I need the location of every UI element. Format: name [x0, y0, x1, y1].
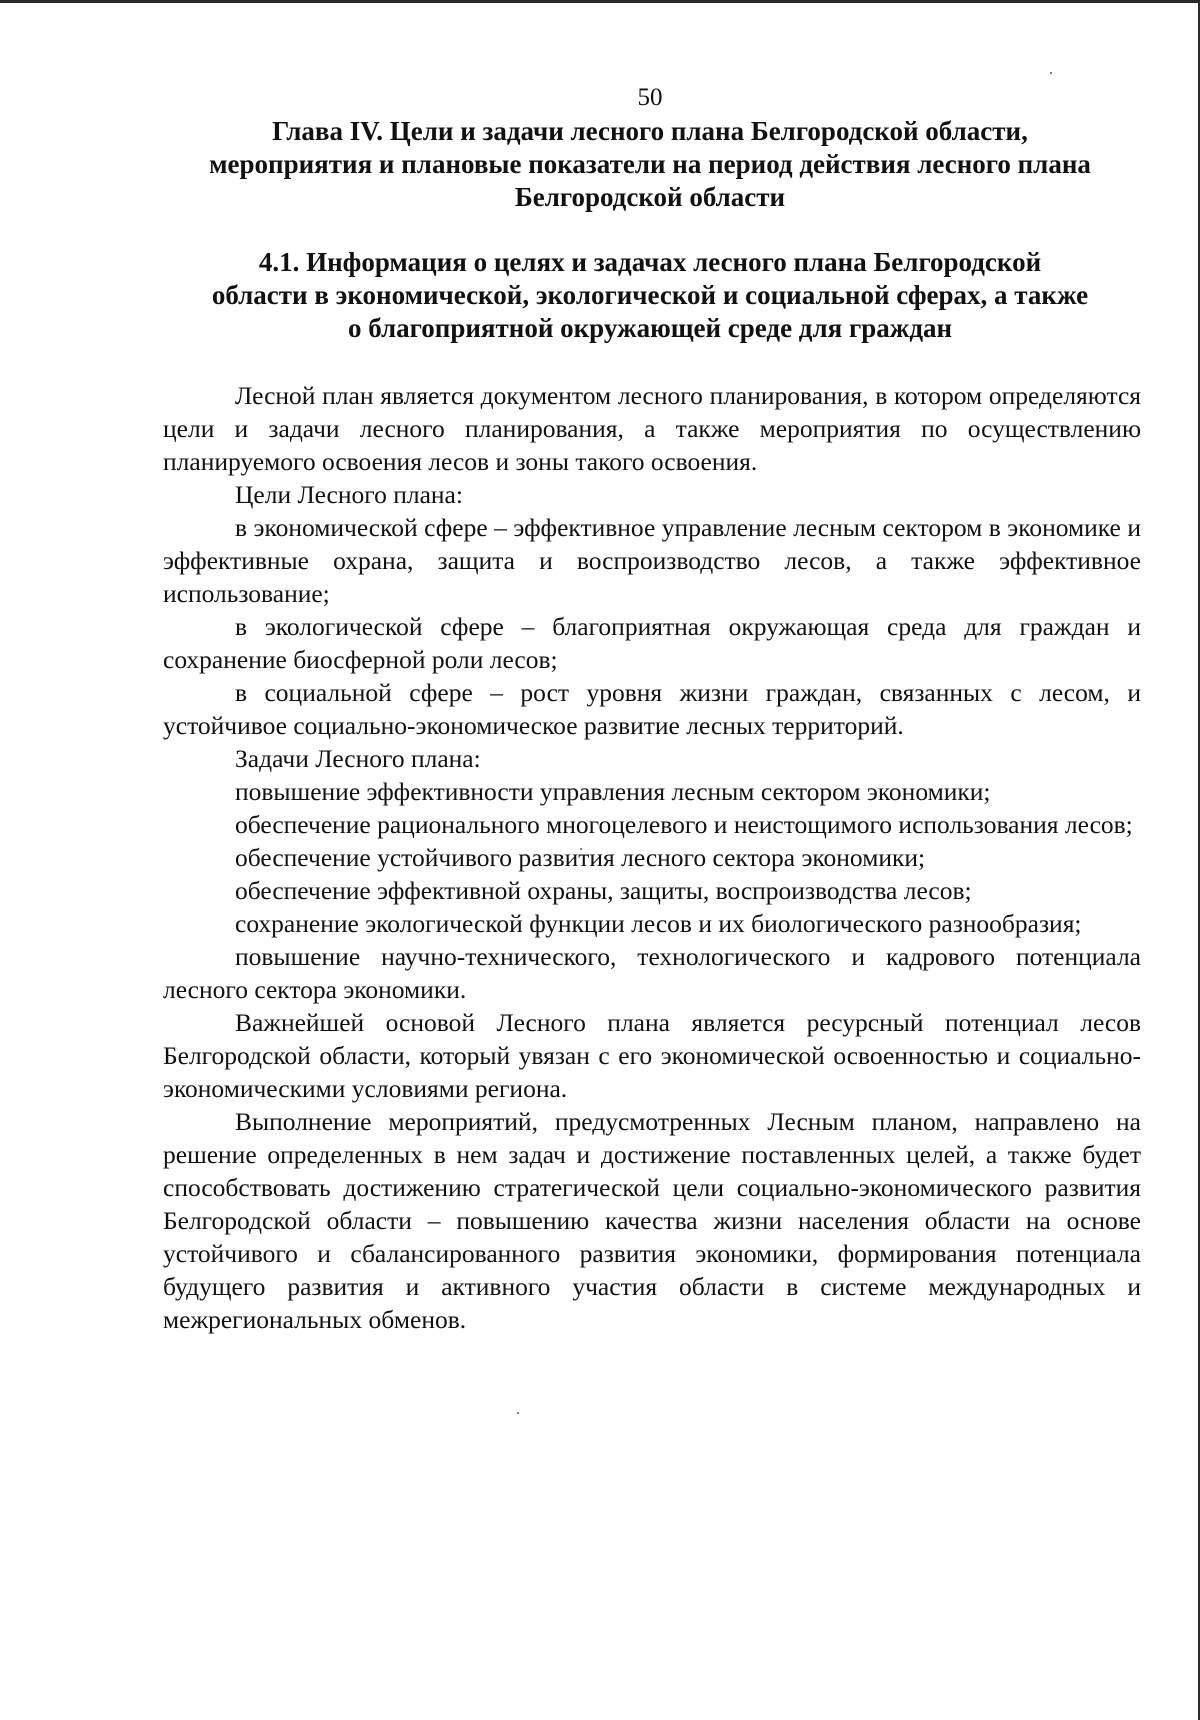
paragraph-intro: Лесной план является документом лесного планирования, в котором определяются цели и задачи лесного планирования, а также мероприятия по осуществлению планируемого освоения лесов и зоны такого освоения. — [163, 381, 1141, 476]
paragraph-tasks-heading: Задачи Лесного плана: — [235, 744, 481, 773]
paragraph-task-item: повышение эффективности управления лесным сектором экономики; — [235, 777, 991, 806]
paragraph-goal-social: в социальной сфере – рост уровня жизни граждан, связанных с лесом, и устойчивое социально-экономическое развитие лесных территорий. — [163, 678, 1141, 740]
paragraph-goal-ecological: в экологической сфере – благоприятная окружающая среда для граждан и сохранение биосферной роли лесов; — [163, 612, 1141, 674]
paragraph-task-item: обеспечение рационального многоцелевого и неистощимого использования лесов; — [235, 810, 1133, 839]
scan-border-top — [0, 0, 1200, 3]
paragraph-task-item: повышение научно-технического, технологического и кадрового потенциала лесного сектора экономики. — [163, 942, 1141, 1004]
section-title-line: 4.1. Информация о целях и задачах лесного плана Белгородской — [258, 247, 1042, 277]
section-title-line: области в экономической, экологической и социальной сферах, а также — [211, 280, 1089, 310]
paragraph-task-item: сохранение экологической функции лесов и их биологического разнообразия; — [235, 909, 1082, 938]
scan-speck — [1050, 72, 1052, 74]
chapter-title — [180, 115, 1120, 214]
chapter-title-line: Глава IV. Цели и задачи лесного плана Белгородской области, — [272, 116, 1028, 146]
section-title-line: о благоприятной окружающей среде для граждан — [347, 313, 953, 343]
scan-speck — [517, 1412, 519, 1414]
page-number: 50 — [637, 84, 663, 111]
paragraph-task-item: обеспечение эффективной охраны, защиты, воспроизводства лесов; — [235, 876, 972, 905]
paragraph-goals-heading: Цели Лесного плана: — [235, 480, 463, 509]
section-title — [180, 246, 1120, 345]
paragraph-implementation: Выполнение мероприятий, предусмотренных Лесным планом, направлено на решение определенных в нем задач и достижение поставленных целей, а также будет способствовать достижению стратегической цели социально-экономического развития Белгородской области – повышению качества жизни населения области на основе устойчивого и сбалансированного развития экономики, формирования потенциала будущего развития и активного участия области в системе международных и межрегиональных обменов. — [163, 1107, 1141, 1334]
paragraph-goal-economic: в экономической сфере – эффективное управление лесным сектором в экономике и эффективные охрана, защита и воспроизводство лесов, а также эффективное использование; — [163, 513, 1141, 608]
paragraph-task-item: обеспечение устойчивого развития лесного сектора экономики; — [235, 843, 926, 872]
body-text — [163, 379, 1141, 1336]
chapter-title-line: Белгородской области — [514, 182, 786, 212]
chapter-title-line: мероприятия и плановые показатели на период действия лесного плана — [209, 149, 1091, 179]
paragraph-resource-potential: Важнейшей основой Лесного плана является ресурсный потенциал лесов Белгородской области, который увязан с его экономической освоенностью и социально-экономическими условиями региона. — [163, 1008, 1141, 1103]
